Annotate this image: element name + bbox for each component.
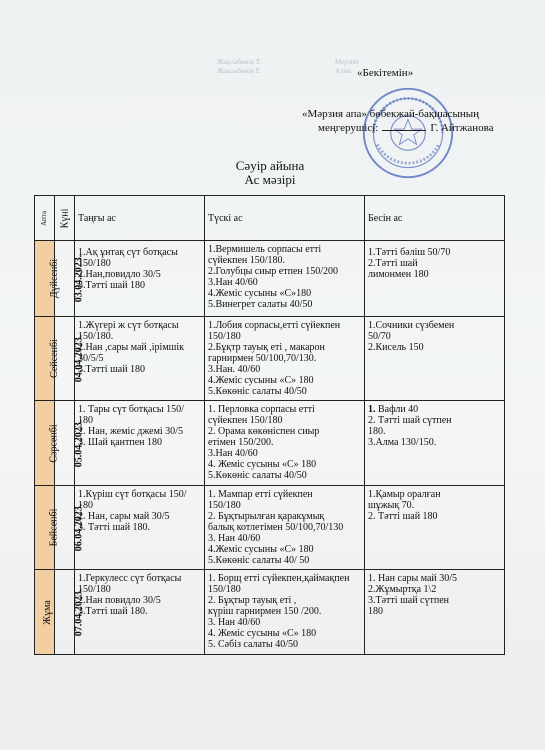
date-cell: 06.04.2023. <box>55 486 75 570</box>
table-row <box>35 486 505 570</box>
breakfast-cell: 1.Ақ ұнтақ сүт ботқасы 150/180 2.Нан,повидло 30/5 3.Тәтті шай 180 <box>75 241 205 317</box>
lunch-cell: 1. Перловка сорпасы етті сүйекпен 150/180 2. Орама көкөніспен сиыр етімен 150/200. 3.Нан 40/60 4. Жеміс сусыны «С» 180 5.Көкөніс салаты 40/50 <box>205 401 365 486</box>
header-day: Күні <box>55 196 75 241</box>
bleed-through-text-right: Мерзімі Алма <box>335 58 359 75</box>
manager-label: меңгерушісі: <box>318 122 379 134</box>
weekday-cell: Сейсенбі <box>35 317 55 401</box>
snack-cell: 1.Сочники сүзбемен 50/70 2.Кисель 150 <box>365 317 505 401</box>
menu-title-month: Сәуір айына <box>235 158 305 173</box>
header-week: Апта <box>35 196 55 241</box>
header-snack: Бесін ас <box>365 196 505 241</box>
lunch-cell: 1. Мампар етті сүйекпен 150/180 2. Бұқтырылған қаракұмық балық котлетімен 50/100,70/130 3. Нан 40/60 4.Жеміс сусыны «С» 180 5.Көкөніс салаты 40/ 50 <box>205 486 365 570</box>
approval-label: «Бекітемін» <box>357 67 414 79</box>
header-breakfast: Таңғы ас <box>75 196 205 241</box>
date-cell: 05.04.2023. <box>55 401 75 486</box>
weekday-cell: Сәрсенбі <box>35 401 55 486</box>
table-row <box>35 570 505 655</box>
table-row <box>35 401 505 486</box>
table-row <box>35 317 505 401</box>
lunch-cell: 1.Лобия сорпасы,етті сүйекпен 150/180 2.Бұқтр тауық еті , макарон гарнирмен 50/100,70/130. 3.Нан. 40/60 4.Жеміс сусыны «С» 180 5.Көкөніс салаты 40/50 <box>205 317 365 401</box>
menu-table <box>34 195 505 655</box>
snack-cell: 1.Қамыр оралған шұжық 70. 2. Тәтті шай 180 <box>365 486 505 570</box>
breakfast-cell: 1.Күріш сүт ботқасы 150/ 180 2. Нан, сары май 30/5 3. Тәтті шай 180. <box>75 486 205 570</box>
manager-name: Г. Айтжанова <box>430 122 494 134</box>
date-cell: 04.04.2023. <box>55 317 75 401</box>
breakfast-cell: 1.Жүгері ж сүт ботқасы 150/180. 2.Нан ,сары май ,ірімшік 30/5/5 3.Тәтті шай 180 <box>75 317 205 401</box>
weekday-cell: Дүйсенбі <box>35 241 55 317</box>
date-cell: 03.04.2023. <box>55 241 75 317</box>
breakfast-cell: 1.Геркулесс сүт ботқасы 150/180 2.Нан повидло 30/5 3.Тәтті шай 180. <box>75 570 205 655</box>
manager-signature-line <box>318 122 494 134</box>
menu-title: Ас мәзірі <box>244 172 296 187</box>
table-row <box>35 241 505 317</box>
snack-cell: 1.Тәтті бәліш 50/70 2.Тәтті шай лимонмен 180 <box>365 241 505 317</box>
table-header-row <box>35 196 505 241</box>
breakfast-cell: 1. Тары сүт ботқасы 150/ 180 2. Нан, жеміс джемі 30/5 3. Шай қантпен 180 <box>75 401 205 486</box>
kindergarten-name: «Мәрзия апа» бөбекжай-бақшасының <box>302 108 480 120</box>
weekday-cell: Бейсенбі <box>35 486 55 570</box>
lunch-cell: 1. Борщ етті сүйекпен,қаймақпен 150/180 2. Бұқтыр тауық еті , күріш гарнирмен 150 /200. 3. Нан 40/60 4. Жеміс сусыны «С» 180 5. Сәбіз салаты 40/50 <box>205 570 365 655</box>
bleed-through-text-left: Жақсыбеков Т. Жақсыбеков Р. <box>217 58 261 75</box>
date-cell: 07.04.2023. <box>55 570 75 655</box>
snack-first-line: 1. Вафли 40 <box>368 404 419 415</box>
lunch-cell: 1.Вермишель сорпасы етті сүйекпен 150/180. 2.Голубцы сиыр етпен 150/200 3.Нан 40/60 4.Жеміс сусыны «С»180 5.Винегрет салаты 40/50 <box>205 241 365 317</box>
weekday-cell: Жұма <box>35 570 55 655</box>
signature-line <box>382 130 426 131</box>
snack-cell: 1. Вафли 40 2. Тәтті шай сүтпен 180. 3.Алма 130/150. <box>365 401 505 486</box>
header-lunch: Түскі ас <box>205 196 365 241</box>
snack-cell: 1. Нан сары май 30/5 2.Жұмыртқа 1\2 3.Тәтті шай сүтпен 180 <box>365 570 505 655</box>
